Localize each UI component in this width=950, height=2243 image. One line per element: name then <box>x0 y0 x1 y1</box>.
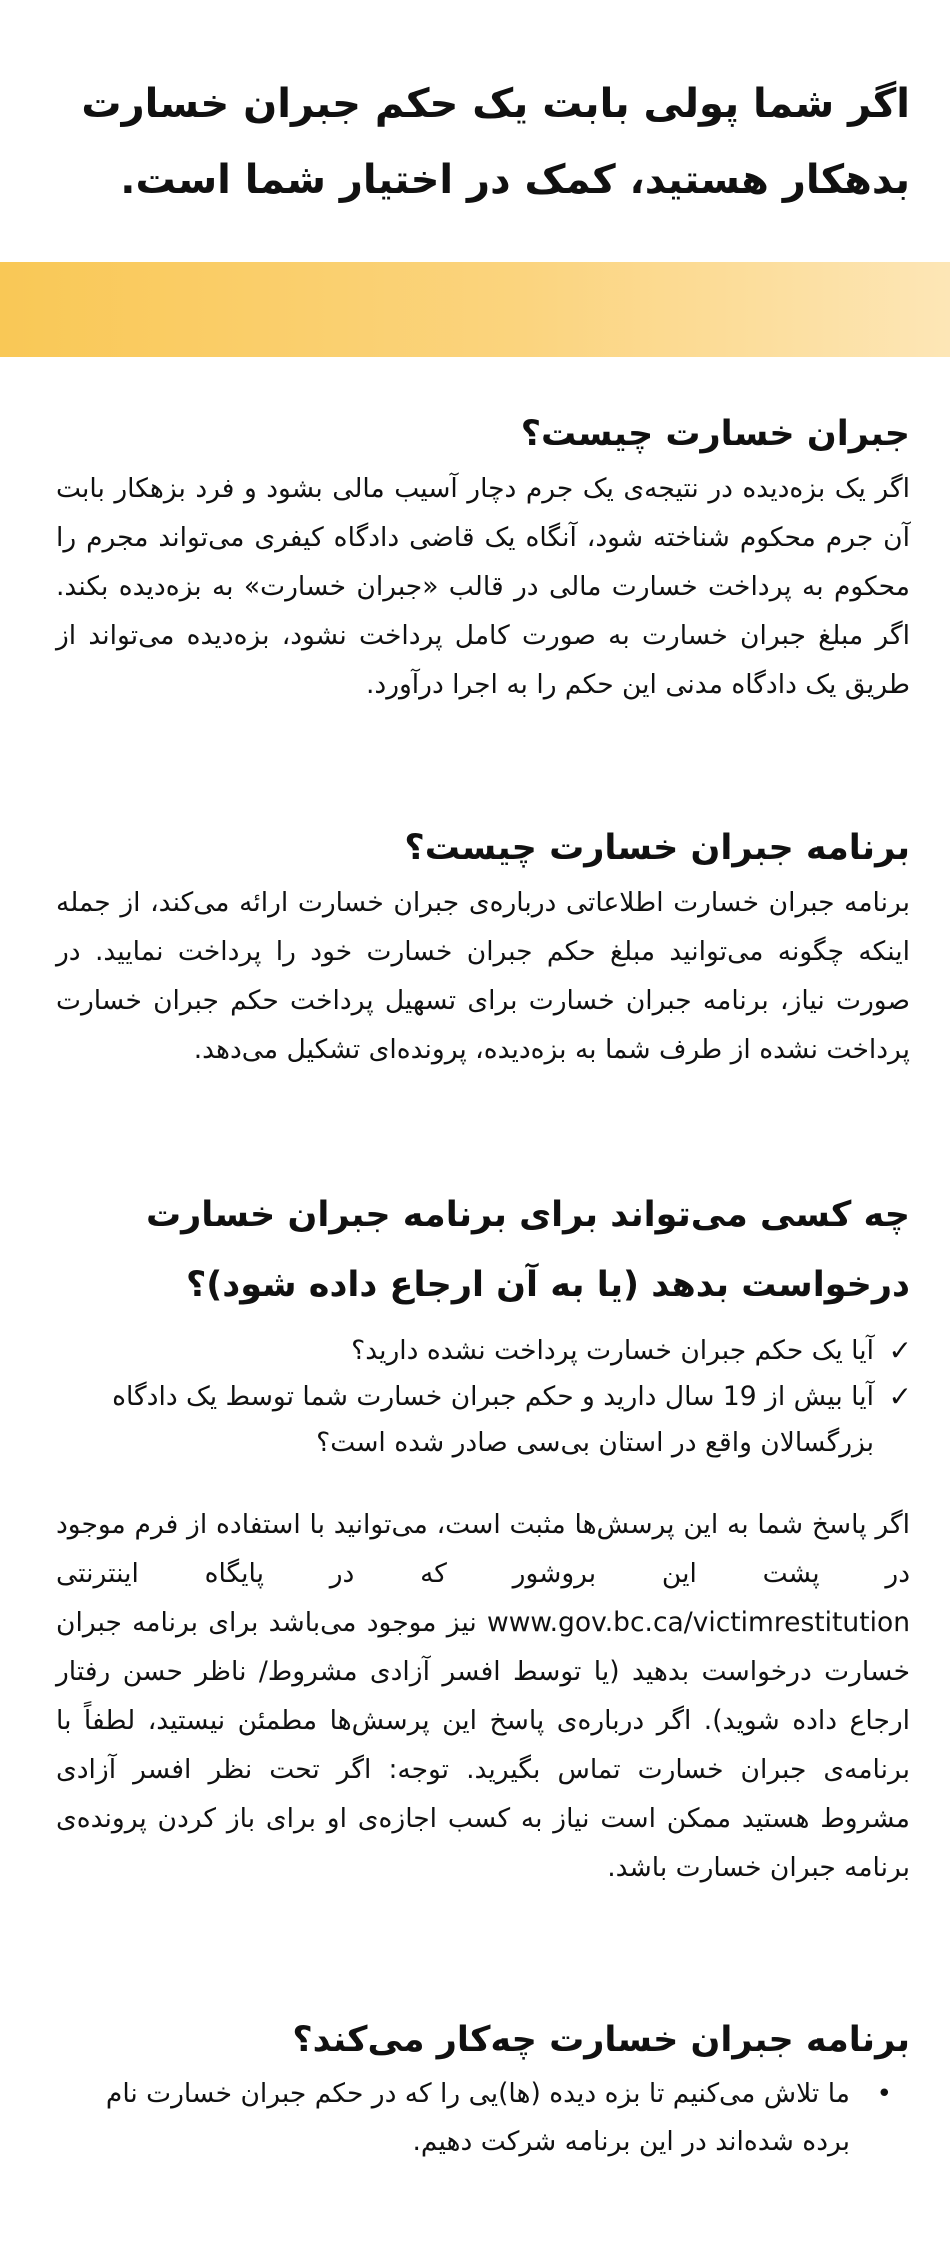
checklist-item <box>56 1374 912 1466</box>
section-what-program-does <box>56 2010 910 2166</box>
section-who-can-apply <box>56 1180 910 1466</box>
section-heading: برنامه جبران خسارت چه‌کار می‌کند؟ <box>292 2020 910 2060</box>
section-paragraph <box>56 1500 910 1892</box>
bullet-icon: • <box>876 2079 892 2109</box>
section-what-is-restitution <box>56 404 910 709</box>
heading-line-2: درخواست بدهد (یا به آن ارجاع داده شود)؟ <box>185 1265 910 1305</box>
section-heading <box>56 1180 910 1320</box>
checkmark-icon: ✓ <box>888 1334 912 1367</box>
checklist-item-text: آیا بیش از 19 سال دارید و حکم جبران خسارت شما توسط یک دادگاه بزرگسالان واقع در استان بی‌سی صادر شده است؟ <box>112 1381 874 1458</box>
paragraph-text-before-url: اگر پاسخ شما به این پرسش‌ها مثبت است، می‌توانید با استفاده از فرم موجود در پشت این بروشور که در پایگاه اینترنتی <box>56 1509 910 1589</box>
checkmark-icon: ✓ <box>888 1380 912 1413</box>
section-how-to-apply <box>56 1500 910 1892</box>
decorative-gradient-band <box>0 262 950 357</box>
section-paragraph: اگر یک بزه‌دیده در نتیجه‌ی یک جرم دچار آسیب مالی بشود و فرد بزهکار بابت آن جرم محکوم شناخته شود، آنگاه یک قاضی دادگاه کیفری می‌تواند مجرم را محکوم به پرداخت خسارت مالی در قالب «جبران خسارت» به بزه‌دیده بکند. اگر مبلغ جبران خسارت به صورت کامل پرداخت نشود، بزه‌دیده می‌تواند از طریق یک دادگاه مدنی این حکم را به اجرا درآورد. <box>56 473 910 700</box>
section-heading: جبران خسارت چیست؟ <box>520 414 910 454</box>
heading-line-1: چه کسی می‌تواند برای برنامه جبران خسارت <box>145 1195 910 1235</box>
page-title <box>56 66 910 218</box>
program-actions-list <box>56 2070 910 2166</box>
list-item <box>56 2070 892 2166</box>
list-item-text: ما تلاش می‌کنیم تا بزه دیده (ها)یی را که در حکم جبران خسارت نام برده شده‌اند در این برنامه شرکت دهیم. <box>105 2078 850 2157</box>
section-paragraph: برنامه جبران خسارت اطلاعاتی درباره‌ی جبران خسارت ارائه می‌کند، از جمله اینکه چگونه می‌توانید مبلغ حکم جبران خسارت خود را پرداخت نمایید. در صورت نیاز، برنامه جبران خسارت برای تسهیل پرداخت حکم جبران خسارت پرداخت نشده از طرف شما به بزه‌دیده، پرونده‌ای تشکیل می‌دهد. <box>56 887 910 1065</box>
paragraph-text-after-url: نیز موجود می‌باشد برای برنامه جبران خسارت درخواست بدهید (یا توسط افسر آزادی مشروط/ ناظر حسن رفتار ارجاع داده شوید). اگر درباره‌ی پاسخ این پرسش‌ها مطمئن نیستید، لطفاً با برنامه‌ی جبران خسارت تماس بگیرید. توجه: اگر تحت نظر افسر آزادی مشروط هستید ممکن است نیاز به کسب اجازه‌ی او برای باز کردن پرونده‌ی برنامه جبران خسارت باشد. <box>56 1607 910 1883</box>
title-line-1: اگر شما پولی بابت یک حکم جبران خسارت <box>81 81 910 127</box>
checklist-item <box>56 1328 912 1374</box>
checklist-item-text: آیا یک حکم جبران خسارت پرداخت نشده دارید؟ <box>351 1335 874 1366</box>
section-heading: برنامه جبران خسارت چیست؟ <box>404 828 910 868</box>
section-restitution-program <box>56 818 910 1074</box>
title-line-2: بدهکار هستید، کمک در اختیار شما است. <box>120 157 910 203</box>
website-url: www.gov.bc.ca/victimrestitution <box>487 1607 910 1638</box>
eligibility-checklist <box>56 1328 910 1466</box>
